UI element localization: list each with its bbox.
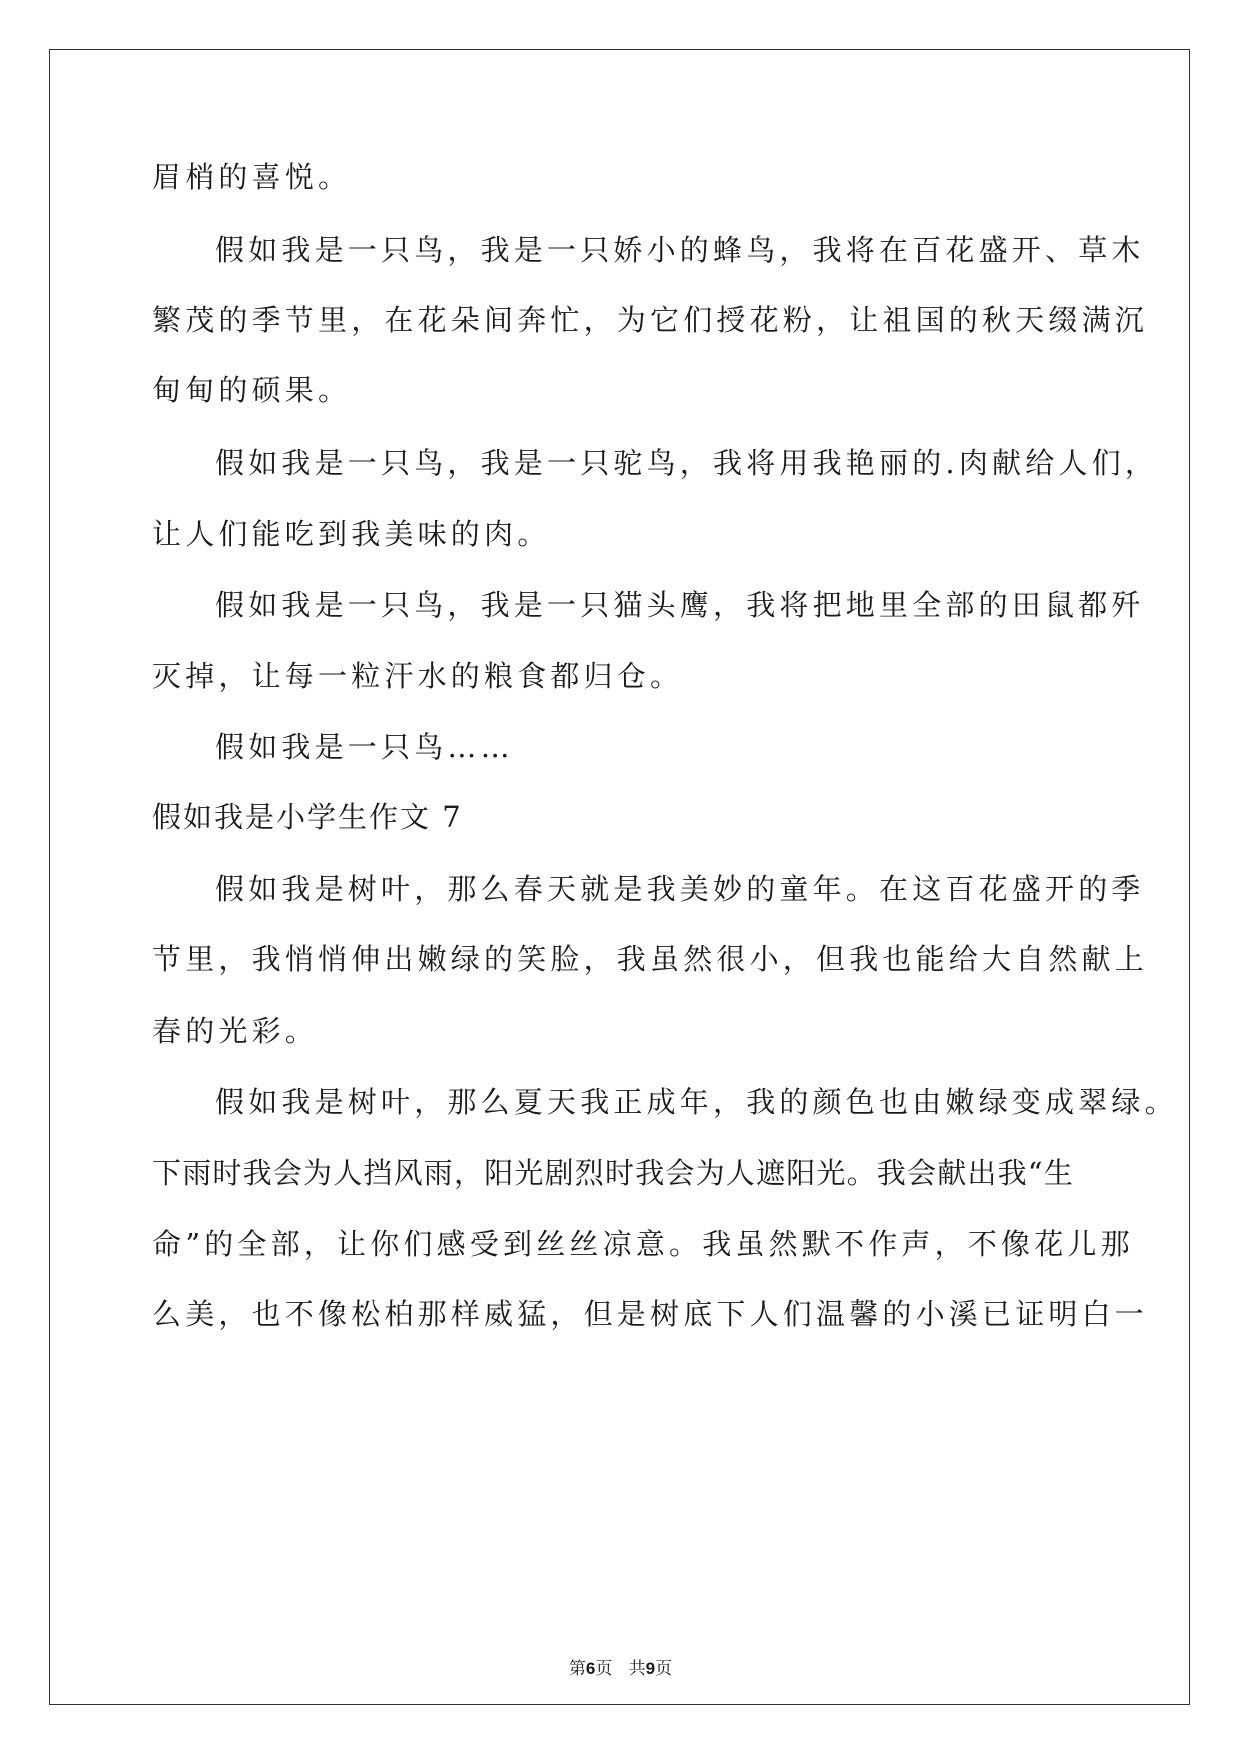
footer-total-unit: 页 <box>655 1659 673 1679</box>
text-line: 甸甸的硕果。 <box>152 373 352 407</box>
text-line: 眉梢的喜悦。 <box>152 160 352 194</box>
page-footer <box>0 1658 1241 1680</box>
paragraph-line: 假如我是一只鸟，我是一只驼鸟，我将用我艳丽的.肉献给人们， <box>215 446 1159 480</box>
text-line: 春的光彩。 <box>152 1014 319 1048</box>
footer-page-unit: 页 <box>595 1659 613 1679</box>
text-line: 下雨时我会为人挡风雨，阳光剧烈时我会为人遮阳光。我会献出我“生 <box>152 1156 1075 1190</box>
section-heading: 假如我是小学生作文 7 <box>152 800 463 834</box>
paragraph-line: 假如我是一只鸟…… <box>215 730 514 764</box>
current-page-number: 6 <box>585 1659 596 1678</box>
text-line: 让人们能吃到我美味的肉。 <box>152 517 551 551</box>
text-line: 繁茂的季节里，在花朵间奔忙，为它们授花粉，让祖国的秋天缀满沉 <box>152 303 1149 337</box>
text-line: 灭掉，让每一粒汗水的粮食都归仓。 <box>152 659 684 693</box>
footer-prefix: 第 <box>568 1659 586 1679</box>
text-line: 节里，我悄悄伸出嫩绿的笑脸，我虽然很小，但我也能给大自然献上 <box>152 942 1149 976</box>
paragraph-line: 假如我是树叶，那么春天就是我美妙的童年。在这百花盛开的季 <box>215 872 1145 906</box>
footer-total-prefix: 共 <box>628 1659 646 1679</box>
total-pages-number: 9 <box>645 1659 656 1678</box>
paragraph-line: 假如我是一只鸟，我是一只猫头鹰，我将把地里全部的田鼠都歼 <box>215 588 1145 622</box>
paragraph-line: 假如我是一只鸟，我是一只娇小的蜂鸟，我将在百花盛开、草木 <box>215 233 1145 267</box>
paragraph-line: 假如我是树叶，那么夏天我正成年，我的颜色也由嫩绿变成翠绿。 <box>215 1085 1178 1119</box>
text-line: 么美，也不像松柏那样威猛，但是树底下人们温馨的小溪已证明白一 <box>152 1297 1149 1331</box>
text-line: 命”的全部，让你们感受到丝丝凉意。我虽然默不作声，不像花儿那 <box>152 1227 1134 1261</box>
